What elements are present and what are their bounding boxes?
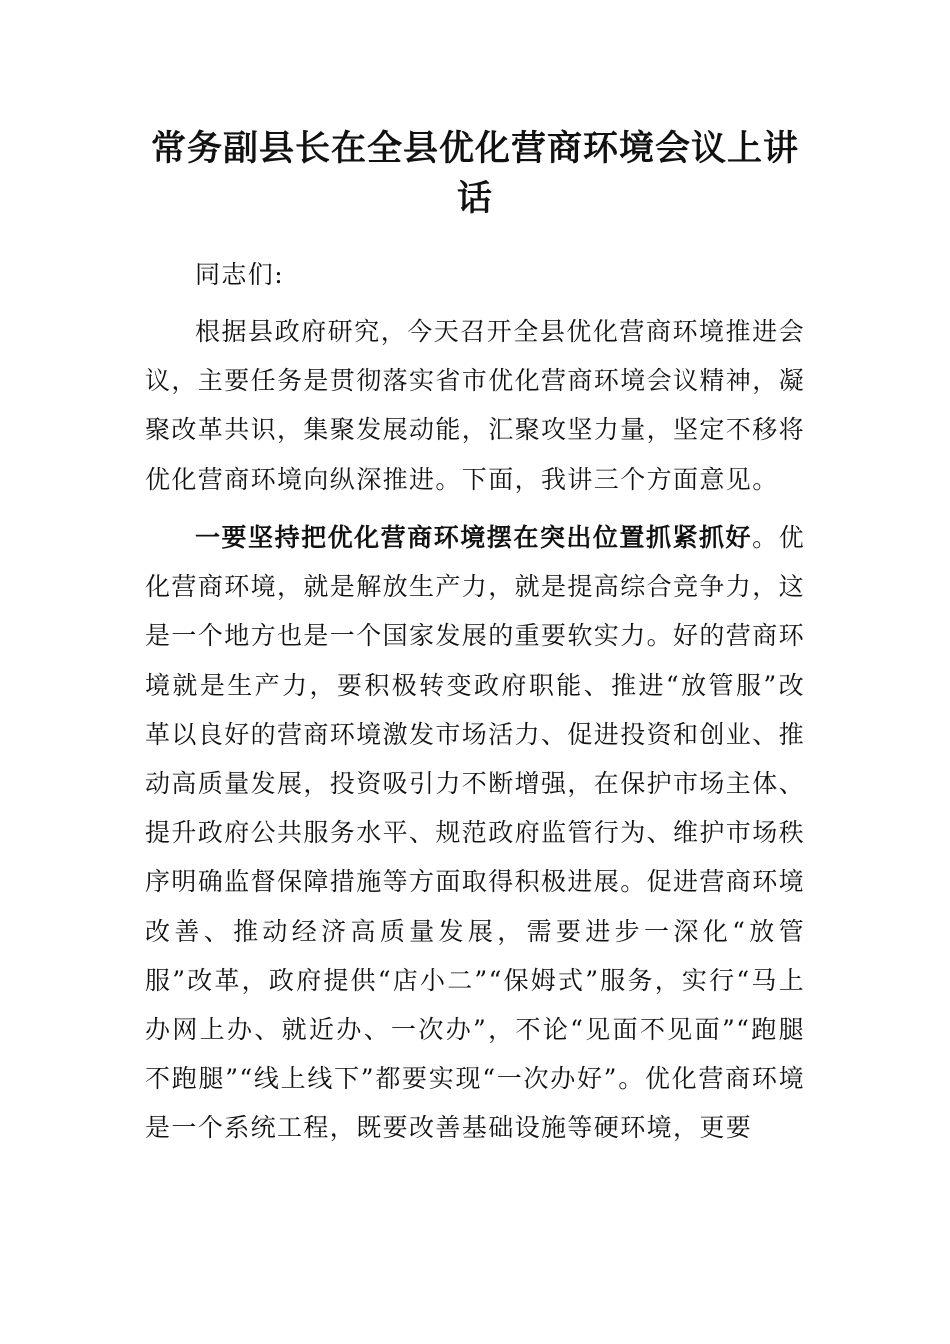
paragraph-body: 。优化营商环境，就是解放生产力，就是提高综合竞争力，这是一个地方也是一个国家发展的重要软实力。好的营商环境就是生产力，要积极转变政府职能、推进“放管服”改革以良好的营商环境激发市场活力、促进投资和创业、推动高质量发展，投资吸引力不断增强，在保护市场主体、提升政府公共服务水平、规范政府监管行为、维护市场秩序明确监督保障措施等方面取得积极进展。促进营商环境改善、推动经济高质量发展，需要进步一深化“放管服”改革，政府提供“店小二”“保姆式”服务，实行“马上办网上办、就近办、一次办”，不论“见面不见面”“跑腿不跑腿”“线上线下”都要实现“一次办好”。优化营商环境是一个系统工程，既要改善基础设施等硬环境，更要 bbox=[145, 523, 806, 1143]
paragraph-intro: 根据县政府研究，今天召开全县优化营商环境推进会议，主要任务是贯彻落实省市优化营商环境会议精神，凝聚改革共识，集聚发展动能，汇聚攻坚力量，坚定不移将优化营商环境向纵深推进。下面，我讲三个方面意见。 bbox=[145, 317, 806, 494]
salutation: 同志们: bbox=[195, 260, 285, 289]
document-title: 常务副县长在全县优化营商环境会议上讲话 bbox=[150, 128, 799, 219]
paragraph-point-one bbox=[145, 513, 805, 1153]
paragraph-heading: 一要坚持把优化营商环境摆在突出位置抓紧抓好 bbox=[195, 523, 753, 552]
